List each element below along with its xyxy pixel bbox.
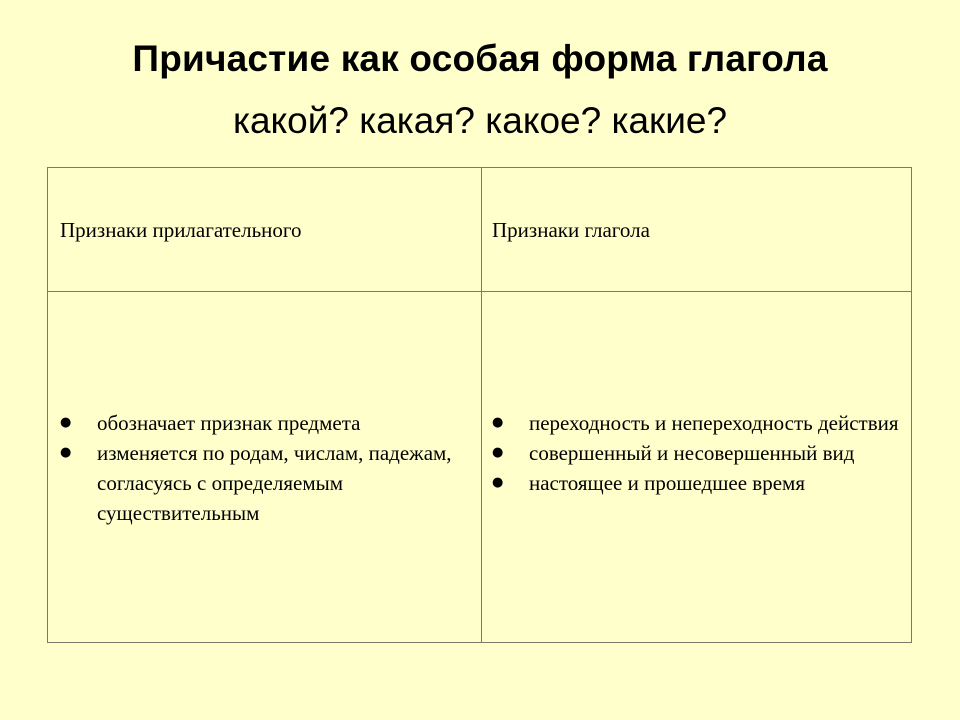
list-item [492,438,902,468]
adjective-features-list [60,408,460,528]
bullet-icon: ● [492,445,504,460]
header-divider [48,291,911,292]
header-adjective-features: Признаки прилагательного [60,218,302,242]
list-item-text: совершенный и несовершенный вид [529,441,855,465]
list-item-text: изменяется по родам, числам, падежам, согласуясь с определяемым существительным [97,441,452,525]
bullet-icon: ● [60,415,72,430]
list-item [60,408,460,438]
list-item [60,438,460,528]
bullet-icon: ● [60,445,72,460]
list-item-text: обозначает признак предмета [97,411,361,435]
list-item-text: настоящее и прошедшее время [529,471,805,495]
verb-features-list [492,408,902,498]
bullet-icon: ● [492,415,504,430]
list-item-text: переходность и непереходность действия [529,411,899,435]
slide-title: Причастие как особая форма глагола [132,38,828,79]
bullet-icon: ● [492,475,504,490]
slide-subtitle: какой? какая? какое? какие? [232,100,728,141]
header-verb-features: Признаки глагола [492,218,650,242]
list-item [492,468,902,498]
column-divider [481,168,482,642]
list-item [492,408,902,438]
comparison-table [47,167,912,643]
